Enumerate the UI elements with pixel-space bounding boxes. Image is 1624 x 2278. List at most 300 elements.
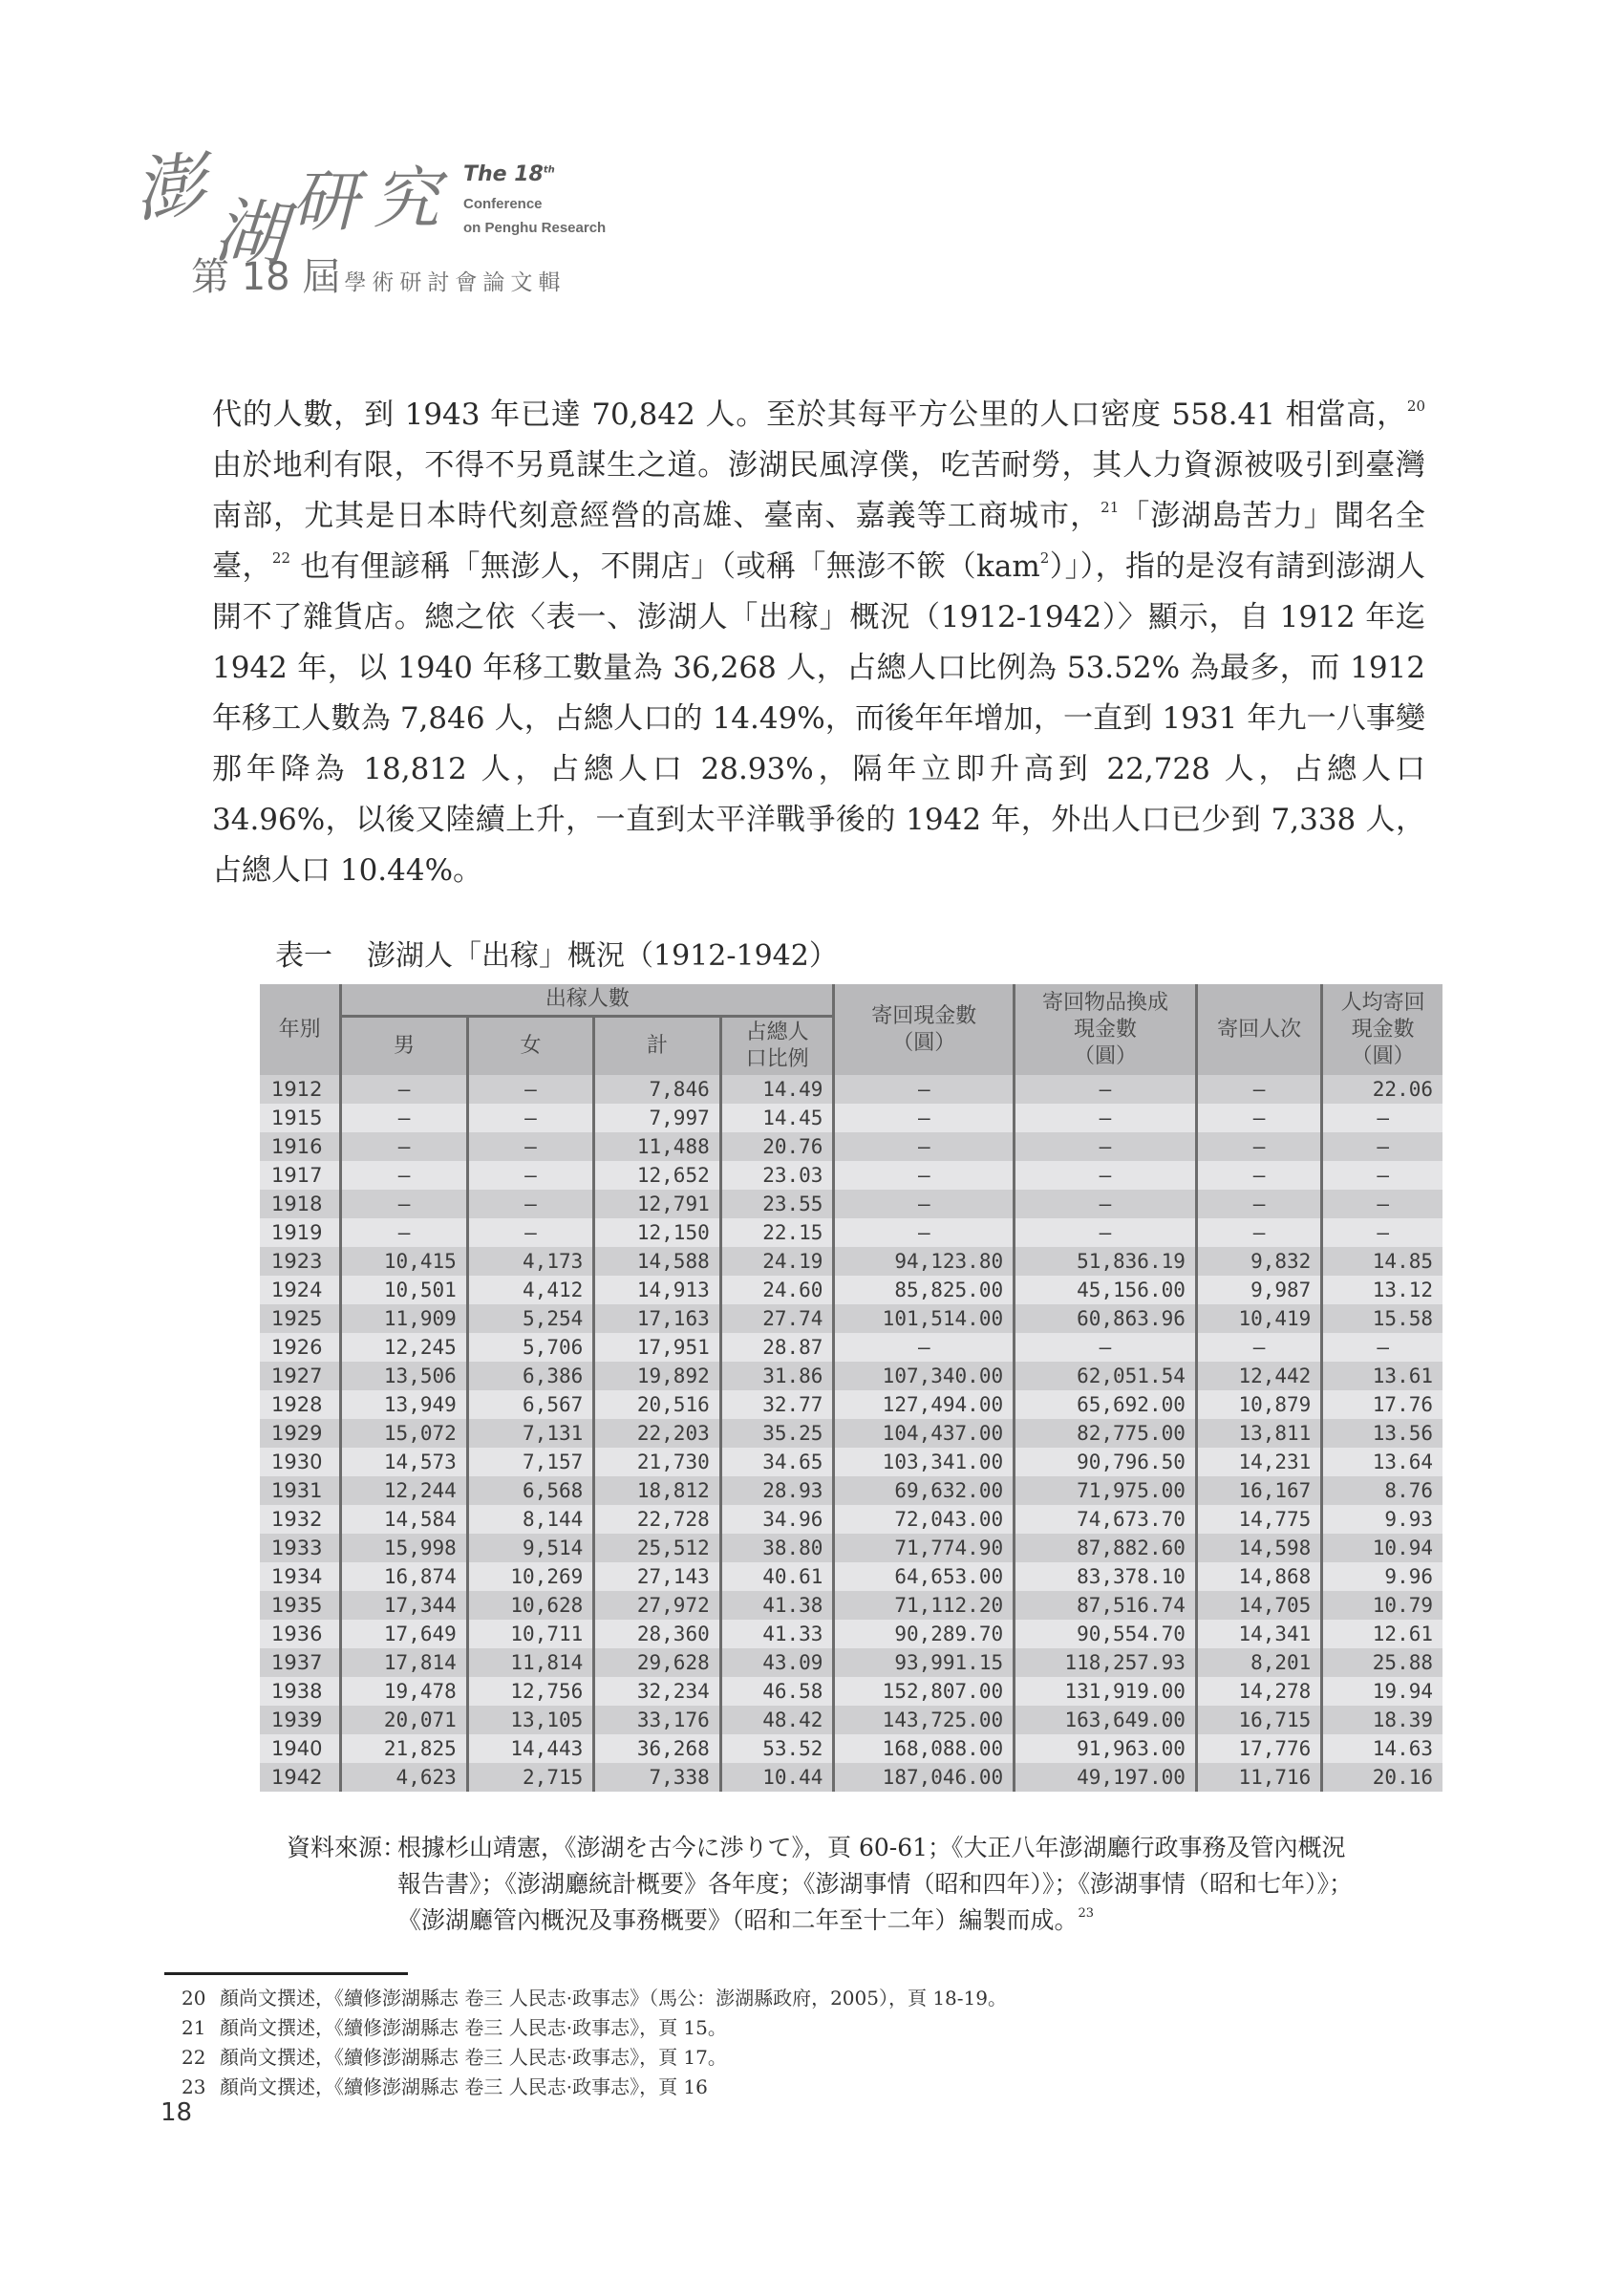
cell-per-capita: 13.12: [1322, 1276, 1442, 1304]
cell-cash: –: [834, 1132, 1015, 1161]
cell-female: –: [467, 1075, 593, 1104]
footnotes: [182, 1984, 1007, 2102]
session-label: 學術研討會論文輯: [344, 270, 566, 295]
cell-senders: 14,278: [1196, 1677, 1321, 1706]
header-line: （圓）: [1073, 1043, 1137, 1068]
table-source-note: [287, 1830, 1366, 1939]
col-header-group-emigrants: 出稼人數: [341, 984, 834, 1017]
cell-ratio: 32.77: [720, 1390, 834, 1419]
cell-ratio: 14.49: [720, 1075, 834, 1104]
cell-cash: –: [834, 1218, 1015, 1247]
cell-cash: 103,341.00: [834, 1448, 1015, 1476]
cell-goods: 91,963.00: [1015, 1734, 1197, 1763]
cell-per-capita: 14.63: [1322, 1734, 1442, 1763]
cell-total: 20,516: [594, 1390, 720, 1419]
footnote-ref[interactable]: 21: [1100, 499, 1120, 516]
cell-cash: 104,437.00: [834, 1419, 1015, 1448]
cell-cash: 127,494.00: [834, 1390, 1015, 1419]
cell-goods: –: [1015, 1161, 1197, 1190]
cell-year: 1923: [260, 1247, 341, 1276]
cell-year: 1918: [260, 1190, 341, 1218]
footnote-text: 顏尚文撰述，《續修澎湖縣志 卷三 人民志·政事志》，頁 16: [220, 2075, 708, 2098]
header-line: 寄回現金數: [871, 1003, 977, 1028]
cell-per-capita: 10.94: [1322, 1534, 1442, 1562]
table-row: [260, 1218, 1442, 1247]
cell-ratio: 28.87: [720, 1333, 834, 1362]
cell-senders: 14,705: [1196, 1591, 1321, 1620]
footnote-text: 顏尚文撰述，《續修澎湖縣志 卷三 人民志·政事志》，頁 17。: [220, 2046, 727, 2069]
cell-ratio: 23.03: [720, 1161, 834, 1190]
cell-year: 1930: [260, 1448, 341, 1476]
cell-total: 18,812: [594, 1476, 720, 1505]
cell-total: 12,652: [594, 1161, 720, 1190]
cell-per-capita: 13.56: [1322, 1419, 1442, 1448]
cell-goods: 90,554.70: [1015, 1620, 1197, 1648]
cell-female: 6,386: [467, 1362, 593, 1390]
cell-ratio: 14.45: [720, 1104, 834, 1132]
cell-ratio: 31.86: [720, 1362, 834, 1390]
cell-senders: 8,201: [1196, 1648, 1321, 1677]
cell-senders: 12,442: [1196, 1362, 1321, 1390]
table-row: [260, 1591, 1442, 1620]
cell-per-capita: 20.16: [1322, 1763, 1442, 1792]
cell-female: 7,131: [467, 1419, 593, 1448]
cell-per-capita: 22.06: [1322, 1075, 1442, 1104]
cell-total: 14,913: [594, 1276, 720, 1304]
table-caption-text: 澎湖人「出稼」概況（1912-1942）: [367, 939, 838, 973]
cell-goods: –: [1015, 1075, 1197, 1104]
footnote-number: 23: [182, 2075, 206, 2098]
cell-female: 12,756: [467, 1677, 593, 1706]
table-row: [260, 1132, 1442, 1161]
table-row: [260, 1304, 1442, 1333]
cell-female: 4,412: [467, 1276, 593, 1304]
footnote-ref[interactable]: 22: [271, 549, 290, 567]
cell-cash: 90,289.70: [834, 1620, 1015, 1648]
cell-senders: 9,987: [1196, 1276, 1321, 1304]
ordinal-suffix: th: [543, 164, 555, 176]
cell-total: 19,892: [594, 1362, 720, 1390]
cell-total: 7,846: [594, 1075, 720, 1104]
cell-cash: 93,991.15: [834, 1648, 1015, 1677]
cell-year: 1916: [260, 1132, 341, 1161]
cell-ratio: 40.61: [720, 1562, 834, 1591]
cell-ratio: 27.74: [720, 1304, 834, 1333]
cell-year: 1939: [260, 1706, 341, 1734]
table-row: [260, 1505, 1442, 1534]
table-row: [260, 1333, 1442, 1362]
cell-cash: 64,653.00: [834, 1562, 1015, 1591]
cell-total: 33,176: [594, 1706, 720, 1734]
body-text-segment: 也有俚諺稱「無澎人，不開店」（或稱「無澎不篏（kam: [290, 549, 1040, 584]
cell-female: 10,628: [467, 1591, 593, 1620]
cell-senders: 11,716: [1196, 1763, 1321, 1792]
footnote-ref[interactable]: 23: [1078, 1906, 1095, 1921]
cell-male: 17,814: [341, 1648, 467, 1677]
cell-per-capita: 13.61: [1322, 1362, 1442, 1390]
cell-total: 7,338: [594, 1763, 720, 1792]
cell-male: 21,825: [341, 1734, 467, 1763]
cell-year: 1928: [260, 1390, 341, 1419]
cell-senders: –: [1196, 1075, 1321, 1104]
cell-ratio: 10.44: [720, 1763, 834, 1792]
cell-goods: 87,516.74: [1015, 1591, 1197, 1620]
cell-year: 1937: [260, 1648, 341, 1677]
calligraphy-char: 究: [373, 160, 439, 238]
cell-per-capita: 15.58: [1322, 1304, 1442, 1333]
cell-per-capita: –: [1322, 1132, 1442, 1161]
cell-year: 1915: [260, 1104, 341, 1132]
footnote-text: 顏尚文撰述，《續修澎湖縣志 卷三 人民志·政事志》（馬公：澎湖縣政府，2005），頁 18-19。: [220, 1987, 1007, 2009]
cell-total: 17,951: [594, 1333, 720, 1362]
cell-female: –: [467, 1218, 593, 1247]
cell-male: 14,584: [341, 1505, 467, 1534]
cell-goods: 45,156.00: [1015, 1276, 1197, 1304]
cell-year: 1925: [260, 1304, 341, 1333]
table-row: [260, 1448, 1442, 1476]
cell-total: 27,972: [594, 1591, 720, 1620]
cell-male: 10,415: [341, 1247, 467, 1276]
cell-ratio: 24.19: [720, 1247, 834, 1276]
cell-male: 13,506: [341, 1362, 467, 1390]
cell-per-capita: 8.76: [1322, 1476, 1442, 1505]
table-row: [260, 1620, 1442, 1648]
cell-total: 27,143: [594, 1562, 720, 1591]
cell-female: 11,814: [467, 1648, 593, 1677]
cell-goods: –: [1015, 1190, 1197, 1218]
table-row: [260, 1161, 1442, 1190]
cell-per-capita: 9.96: [1322, 1562, 1442, 1591]
table-row: [260, 1390, 1442, 1419]
cell-year: 1936: [260, 1620, 341, 1648]
cell-female: 6,567: [467, 1390, 593, 1419]
cell-goods: 163,649.00: [1015, 1706, 1197, 1734]
cell-male: 15,072: [341, 1419, 467, 1448]
table-row: [260, 1534, 1442, 1562]
cell-cash: 71,774.90: [834, 1534, 1015, 1562]
cell-male: 13,949: [341, 1390, 467, 1419]
cell-male: –: [341, 1218, 467, 1247]
cell-cash: 69,632.00: [834, 1476, 1015, 1505]
table-body: [260, 1075, 1442, 1792]
cell-senders: –: [1196, 1333, 1321, 1362]
header-line: 現金數: [1073, 1017, 1137, 1042]
table-row: [260, 1562, 1442, 1591]
body-text-segment: 代的人數，到 1943 年已達 70,842 人。至於其每平方公里的人口密度 558.41 相當高，: [212, 398, 1407, 432]
cell-total: 12,150: [594, 1218, 720, 1247]
table-caption-label: 表一: [275, 939, 332, 973]
footnote-item: [182, 2073, 1007, 2102]
cell-year: 1917: [260, 1161, 341, 1190]
cell-total: 25,512: [594, 1534, 720, 1562]
cell-cash: 71,112.20: [834, 1591, 1015, 1620]
cell-female: 13,105: [467, 1706, 593, 1734]
table-row: [260, 1075, 1442, 1104]
cell-male: 20,071: [341, 1706, 467, 1734]
cell-female: 5,706: [467, 1333, 593, 1362]
cell-ratio: 43.09: [720, 1648, 834, 1677]
cell-cash: 85,825.00: [834, 1276, 1015, 1304]
cell-cash: 187,046.00: [834, 1763, 1015, 1792]
cell-goods: –: [1015, 1104, 1197, 1132]
cell-male: –: [341, 1132, 467, 1161]
cell-ratio: 41.38: [720, 1591, 834, 1620]
header-line: 現金數: [1351, 1017, 1415, 1042]
header-line: 寄回物品換成: [1041, 990, 1168, 1015]
cell-senders: 16,715: [1196, 1706, 1321, 1734]
cell-senders: 10,879: [1196, 1390, 1321, 1419]
cell-male: 17,649: [341, 1620, 467, 1648]
cell-senders: 16,167: [1196, 1476, 1321, 1505]
cell-total: 29,628: [594, 1648, 720, 1677]
cell-male: 19,478: [341, 1677, 467, 1706]
cell-male: –: [341, 1161, 467, 1190]
cell-cash: 152,807.00: [834, 1677, 1015, 1706]
cell-year: 1924: [260, 1276, 341, 1304]
cell-male: –: [341, 1075, 467, 1104]
conference-subtitle-line2: on Penghu Research: [463, 220, 607, 236]
cell-ratio: 46.58: [720, 1677, 834, 1706]
footnote-ref[interactable]: 20: [1406, 398, 1425, 415]
cell-goods: 83,378.10: [1015, 1562, 1197, 1591]
source-text: 根據杉山靖憲，《澎湖を古今に渉りて》，頁 60-61；《大正八年澎湖廳行政事務及管內概況報告書》；《澎湖廳統計概要》各年度；《澎湖事情（昭和四年）》；《澎湖事情（昭和七年）》；《澎湖廳管內概況及事務概要》（昭和二年至十二年）編製而成。: [397, 1834, 1354, 1934]
cell-senders: 10,419: [1196, 1304, 1321, 1333]
cell-senders: –: [1196, 1161, 1321, 1190]
cell-senders: –: [1196, 1104, 1321, 1132]
calligraphy-char: 研: [291, 162, 358, 241]
cell-year: 1919: [260, 1218, 341, 1247]
cell-goods: 51,836.19: [1015, 1247, 1197, 1276]
cell-year: 1926: [260, 1333, 341, 1362]
footnote-divider: [164, 1972, 408, 1975]
col-header-per-capita: [1322, 984, 1442, 1075]
cell-male: 16,874: [341, 1562, 467, 1591]
session-number: 第 18 屆: [191, 255, 341, 299]
cell-total: 22,728: [594, 1505, 720, 1534]
cell-female: 10,711: [467, 1620, 593, 1648]
cell-ratio: 28.93: [720, 1476, 834, 1505]
cell-cash: 72,043.00: [834, 1505, 1015, 1534]
cell-senders: –: [1196, 1132, 1321, 1161]
cell-per-capita: 13.64: [1322, 1448, 1442, 1476]
cell-total: 7,997: [594, 1104, 720, 1132]
cell-total: 22,203: [594, 1419, 720, 1448]
cell-male: 10,501: [341, 1276, 467, 1304]
cell-senders: 14,598: [1196, 1534, 1321, 1562]
header-line: （圓）: [1351, 1043, 1415, 1068]
cell-female: 9,514: [467, 1534, 593, 1562]
cell-per-capita: 14.85: [1322, 1247, 1442, 1276]
cell-year: 1934: [260, 1562, 341, 1591]
source-label: 資料來源：: [287, 1834, 407, 1861]
superscript-tone: 2: [1039, 549, 1050, 567]
table-row: [260, 1247, 1442, 1276]
cell-female: 10,269: [467, 1562, 593, 1591]
cell-male: 14,573: [341, 1448, 467, 1476]
cell-senders: 14,868: [1196, 1562, 1321, 1591]
cell-cash: –: [834, 1190, 1015, 1218]
col-header-cash: [834, 984, 1015, 1075]
cell-total: 17,163: [594, 1304, 720, 1333]
cell-goods: 62,051.54: [1015, 1362, 1197, 1390]
cell-female: 2,715: [467, 1763, 593, 1792]
col-header-total: 計: [594, 1017, 720, 1076]
table-row: [260, 1763, 1442, 1792]
cell-male: –: [341, 1190, 467, 1218]
cell-per-capita: 25.88: [1322, 1648, 1442, 1677]
cell-year: 1931: [260, 1476, 341, 1505]
cell-female: –: [467, 1190, 593, 1218]
cell-senders: –: [1196, 1218, 1321, 1247]
cell-senders: 14,775: [1196, 1505, 1321, 1534]
cell-goods: –: [1015, 1132, 1197, 1161]
cell-per-capita: –: [1322, 1104, 1442, 1132]
cell-goods: 87,882.60: [1015, 1534, 1197, 1562]
cell-ratio: 41.33: [720, 1620, 834, 1648]
session-title: [191, 247, 566, 301]
cell-cash: –: [834, 1161, 1015, 1190]
cell-male: 15,998: [341, 1534, 467, 1562]
cell-total: 28,360: [594, 1620, 720, 1648]
table-row: [260, 1276, 1442, 1304]
cell-goods: –: [1015, 1333, 1197, 1362]
table-row: [260, 1419, 1442, 1448]
cell-year: 1932: [260, 1505, 341, 1534]
cell-per-capita: –: [1322, 1161, 1442, 1190]
conference-edition: The 18: [463, 162, 544, 186]
footnote-number: 22: [182, 2046, 206, 2069]
body-text-segment: 「澎湖島苦力」聞名全臺，: [212, 499, 1426, 584]
cell-ratio: 23.55: [720, 1190, 834, 1218]
cell-senders: –: [1196, 1190, 1321, 1218]
cell-goods: 49,197.00: [1015, 1763, 1197, 1792]
cell-cash: 101,514.00: [834, 1304, 1015, 1333]
table-row: [260, 1104, 1442, 1132]
col-header-female: 女: [467, 1017, 593, 1076]
cell-ratio: 22.15: [720, 1218, 834, 1247]
cell-ratio: 34.65: [720, 1448, 834, 1476]
cell-goods: 74,673.70: [1015, 1505, 1197, 1534]
cell-senders: 9,832: [1196, 1247, 1321, 1276]
table-row: [260, 1362, 1442, 1390]
cell-female: –: [467, 1104, 593, 1132]
col-header-year: 年別: [260, 984, 341, 1075]
footnote-item: [182, 2013, 1007, 2043]
cell-ratio: 53.52: [720, 1734, 834, 1763]
cell-goods: 118,257.93: [1015, 1648, 1197, 1677]
cell-per-capita: 19.94: [1322, 1677, 1442, 1706]
cell-year: 1942: [260, 1763, 341, 1792]
table-caption: [275, 932, 838, 974]
cell-per-capita: 9.93: [1322, 1505, 1442, 1534]
emigration-table: [260, 984, 1442, 1792]
cell-per-capita: –: [1322, 1218, 1442, 1247]
cell-goods: –: [1015, 1218, 1197, 1247]
body-paragraph: [212, 390, 1425, 896]
col-header-senders: 寄回人次: [1196, 984, 1321, 1075]
cell-male: 12,244: [341, 1476, 467, 1505]
cell-ratio: 20.76: [720, 1132, 834, 1161]
cell-total: 36,268: [594, 1734, 720, 1763]
cell-ratio: 48.42: [720, 1706, 834, 1734]
cell-goods: 71,975.00: [1015, 1476, 1197, 1505]
table-row: [260, 1706, 1442, 1734]
cell-per-capita: –: [1322, 1190, 1442, 1218]
cell-goods: 82,775.00: [1015, 1419, 1197, 1448]
table-row: [260, 1677, 1442, 1706]
table-row: [260, 1190, 1442, 1218]
cell-senders: 14,231: [1196, 1448, 1321, 1476]
header-row: [260, 984, 1442, 1017]
cell-male: 11,909: [341, 1304, 467, 1333]
cell-year: 1940: [260, 1734, 341, 1763]
cell-year: 1933: [260, 1534, 341, 1562]
footnote-item: [182, 1984, 1007, 2013]
journal-header: [124, 124, 659, 299]
cell-cash: –: [834, 1104, 1015, 1132]
cell-female: 6,568: [467, 1476, 593, 1505]
cell-goods: 131,919.00: [1015, 1677, 1197, 1706]
table-row: [260, 1734, 1442, 1763]
cell-goods: 90,796.50: [1015, 1448, 1197, 1476]
col-header-male: 男: [341, 1017, 467, 1076]
body-text-segment: ）」），指的是沒有請到澎湖人開不了雜貨店。總之依〈表一、澎湖人「出稼」概況（1912-1942）〉顯示，自 1912 年迄 1942 年，以 1940 年移工數量為 36,268 人，占總人口比例為 53.52% 為最多，而 1912 年移工人數為 7,846 人，占總人口的 14.49%，而後年年增加，一直到 1931 年九一八事變那年降為 18,812 人，占總人口 28.93%，隔年立即升高到 22,728 人，占總人口 34.96%，以後又陸續上升，一直到太平洋戰爭後的 1942 年，外出人口已少到 7,338 人，占總人口 10.44%。: [212, 549, 1426, 888]
cell-ratio: 35.25: [720, 1419, 834, 1448]
cell-year: 1929: [260, 1419, 341, 1448]
conference-title-en: [463, 162, 555, 186]
cell-female: 4,173: [467, 1247, 593, 1276]
cell-cash: 107,340.00: [834, 1362, 1015, 1390]
footnote-item: [182, 2043, 1007, 2073]
cell-female: 8,144: [467, 1505, 593, 1534]
page-number: 18: [160, 2098, 193, 2127]
cell-year: 1927: [260, 1362, 341, 1390]
cell-female: 14,443: [467, 1734, 593, 1763]
cell-ratio: 34.96: [720, 1505, 834, 1534]
footnote-number: 21: [182, 2016, 206, 2039]
cell-senders: 14,341: [1196, 1620, 1321, 1648]
cell-ratio: 38.80: [720, 1534, 834, 1562]
footnote-text: 顏尚文撰述，《續修澎湖縣志 卷三 人民志·政事志》，頁 15。: [220, 2016, 727, 2039]
cell-female: –: [467, 1161, 593, 1190]
cell-male: 12,245: [341, 1333, 467, 1362]
cell-cash: –: [834, 1075, 1015, 1104]
cell-per-capita: 12.61: [1322, 1620, 1442, 1648]
col-header-goods: [1015, 984, 1197, 1075]
cell-total: 21,730: [594, 1448, 720, 1476]
cell-total: 32,234: [594, 1677, 720, 1706]
cell-female: –: [467, 1132, 593, 1161]
cell-senders: 17,776: [1196, 1734, 1321, 1763]
table-row: [260, 1648, 1442, 1677]
cell-total: 11,488: [594, 1132, 720, 1161]
cell-per-capita: 17.76: [1322, 1390, 1442, 1419]
cell-total: 14,588: [594, 1247, 720, 1276]
conference-subtitle-line1: Conference: [463, 196, 543, 212]
header-line: 口比例: [745, 1047, 809, 1071]
table-row: [260, 1476, 1442, 1505]
cell-goods: 65,692.00: [1015, 1390, 1197, 1419]
cell-per-capita: –: [1322, 1333, 1442, 1362]
data-table: [260, 984, 1442, 1792]
cell-ratio: 24.60: [720, 1276, 834, 1304]
footnote-number: 20: [182, 1987, 206, 2009]
cell-female: 7,157: [467, 1448, 593, 1476]
cell-year: 1938: [260, 1677, 341, 1706]
cell-total: 12,791: [594, 1190, 720, 1218]
cell-year: 1912: [260, 1075, 341, 1104]
cell-senders: 13,811: [1196, 1419, 1321, 1448]
